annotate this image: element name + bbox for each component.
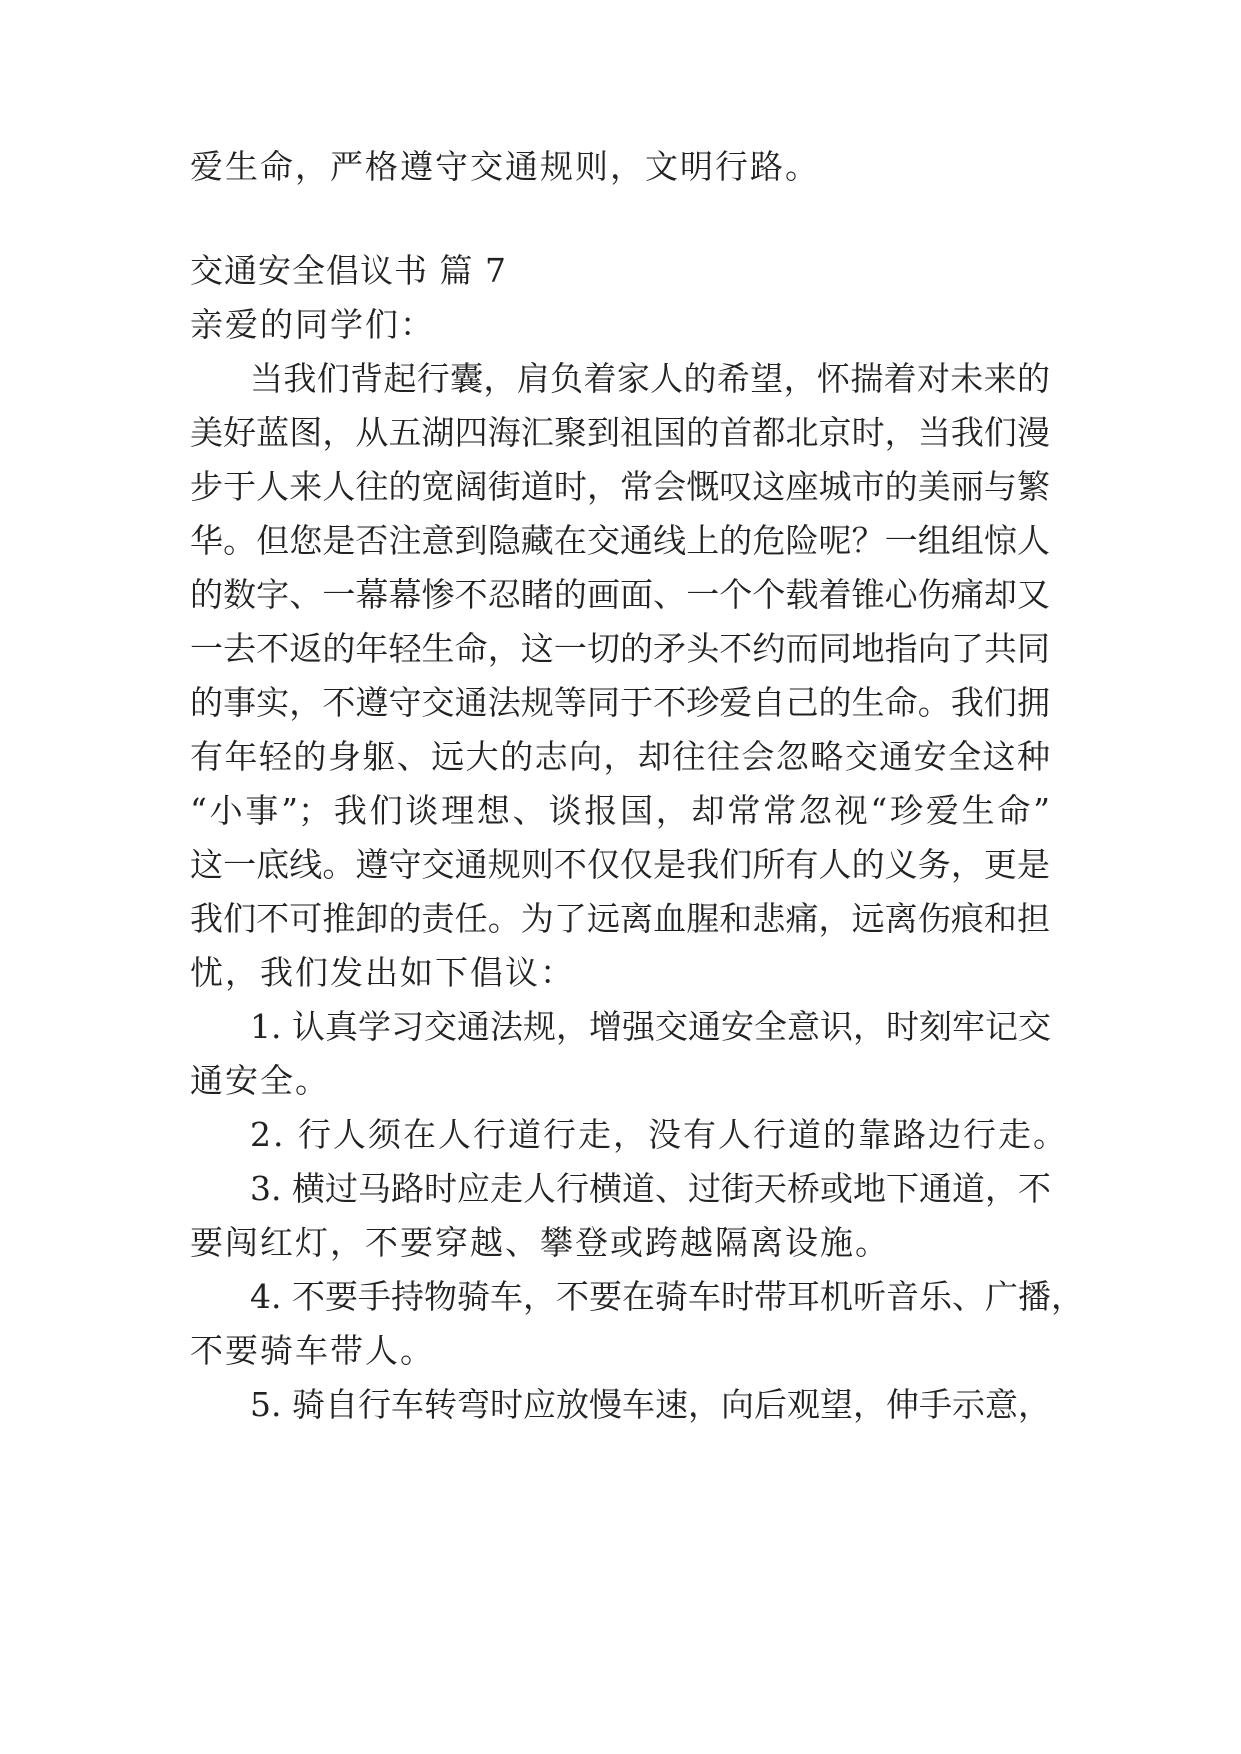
intro-line-7: 的事实，不遵守交通法规等同于不珍爱自己的生命。我们拥 [190, 683, 1050, 722]
item-4-line-1: 4. 不要手持物骑车，不要在骑车时带耳机听音乐、广播， [250, 1277, 1084, 1316]
item-5-line-1: 5. 骑自行车转弯时应放慢车速，向后观望，伸手示意， [250, 1385, 1051, 1424]
item-3-line-2: 要闯红灯，不要穿越、攀登或跨越隔离设施。 [190, 1223, 890, 1262]
intro-line-1: 当我们背起行囊，肩负着家人的希望，怀揣着对未来的 [250, 359, 1050, 398]
intro-line-3: 步于人来人往的宽阔街道时，常会慨叹这座城市的美丽与繁 [190, 467, 1050, 506]
opening-line: 爱生命，严格遵守交通规则，文明行路。 [190, 147, 820, 186]
item-4-line-2: 不要骑车带人。 [190, 1331, 435, 1370]
intro-line-12: 忧，我们发出如下倡议： [190, 953, 575, 992]
intro-line-11: 我们不可推卸的责任。为了远离血腥和悲痛，远离伤痕和担 [190, 899, 1050, 938]
intro-line-4: 华。但您是否注意到隐藏在交通线上的危险呢？一组组惊人 [190, 521, 1050, 560]
intro-line-2: 美好蓝图，从五湖四海汇聚到祖国的首都北京时，当我们漫 [190, 413, 1050, 452]
item-1-line-2: 通安全。 [190, 1061, 330, 1100]
intro-line-6: 一去不返的年轻生命，这一切的矛头不约而同地指向了共同 [190, 629, 1050, 668]
intro-line-8: 有年轻的身躯、远大的志向，却往往会忽略交通安全这种 [190, 737, 1050, 776]
salutation: 亲爱的同学们： [190, 305, 435, 344]
intro-line-5: 的数字、一幕幕惨不忍睹的画面、一个个载着锥心伤痛却又 [190, 575, 1050, 614]
item-2-line-1: 2. 行人须在人行道行走，没有人行道的靠路边行走。 [250, 1115, 1068, 1154]
intro-line-10: 这一底线。遵守交通规则不仅仅是我们所有人的义务，更是 [190, 845, 1050, 884]
item-3-line-1: 3. 横过马路时应走人行横道、过街天桥或地下通道，不 [250, 1169, 1051, 1208]
intro-line-9: “小事”；我们谈理想、谈报国，却常常忽视“珍爱生命” [190, 791, 1050, 830]
item-1-line-1: 1. 认真学习交通法规，增强交通安全意识，时刻牢记交 [250, 1007, 1051, 1046]
section-title: 交通安全倡议书 篇 7 [190, 251, 507, 290]
